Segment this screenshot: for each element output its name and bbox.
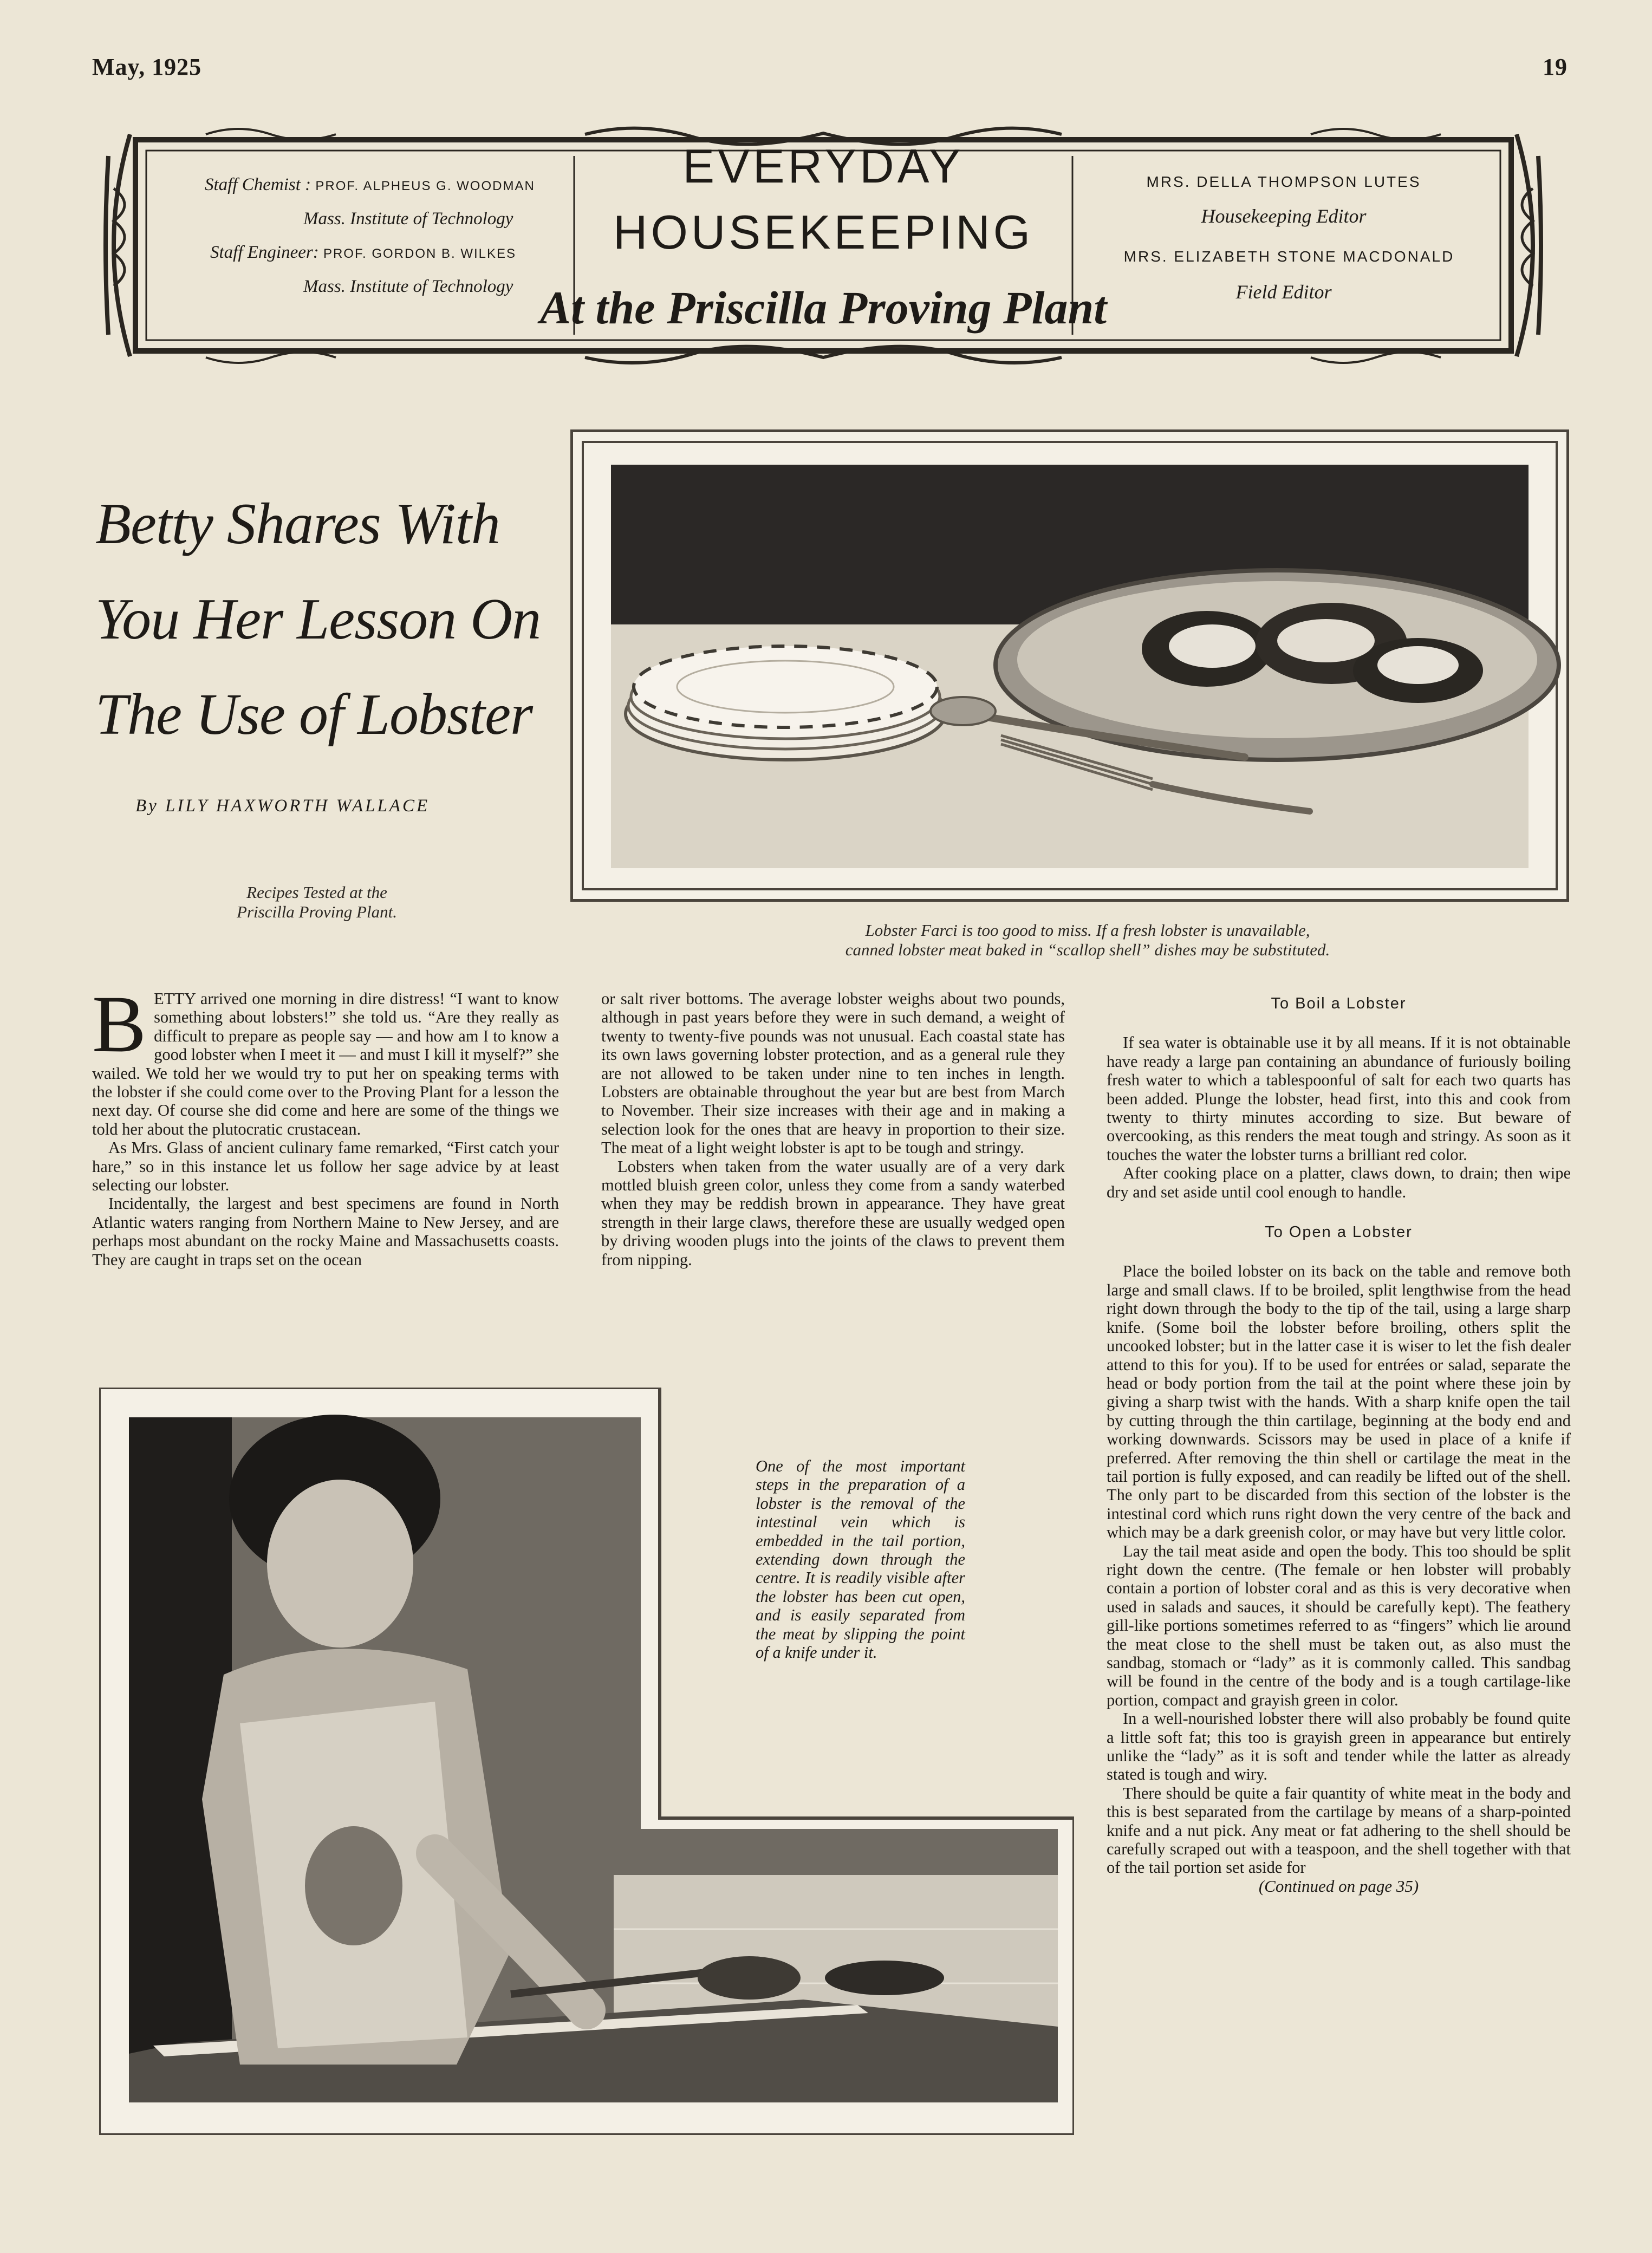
masthead-banner xyxy=(97,123,1549,367)
subhead-boil-lobster: To Boil a Lobster xyxy=(1271,995,1407,1012)
intro-paragraph xyxy=(92,979,560,1138)
field-editor-name: MRS. ELIZABETH STONE MACDONALD xyxy=(1123,248,1455,265)
tested-line1: Recipes Tested at the xyxy=(246,883,387,902)
article-column-1 xyxy=(92,979,560,1269)
housekeeping-editor-role: Housekeeping Editor xyxy=(1201,205,1367,227)
headline-line1: Betty Shares With xyxy=(95,492,500,556)
masthead-title-line1: EVERYDAY xyxy=(682,139,964,193)
drop-cap: B xyxy=(92,979,147,1069)
continued-note: (Continued on page 35) xyxy=(1258,1876,1419,1896)
field-editor-role: Field Editor xyxy=(1235,281,1332,303)
col2-paragraph-2: Lobsters when taken from the water usually are of a very dark mottled bluish green color, unless they come from a sandy waterbed when they may be reddish brown in appearance. They have great strength in their large claws, therefore these are usually wedged open by driving wooden plugs into the joints of the claws to prevent them from nipping. xyxy=(601,1157,1065,1269)
masthead-subtitle: At the Priscilla Proving Plant xyxy=(539,282,1107,334)
boil-paragraph-2: After cooking place on a platter, claws down, to drain; then wipe dry and set aside until cool enough to handle. xyxy=(1107,1164,1571,1201)
open-paragraph-2: Lay the tail meat aside and open the body. This too should be split right down the centre. (The female or hen lobster will probably contain a portion of lobster coral and as this is very decorative when used in salads and sauces, it should be carefully kept). The feathery gill-like portions sometimes referred to as “fingers” which lie around the meat close to the shell must be taken out, as also must the sandbag, stomach or “lady” as it is commonly called. This sandbag will be found in the centre of the body and is a tough cartilage-like portion, compact and grayish green in color. xyxy=(1107,1541,1571,1709)
masthead-title-line2: HOUSEKEEPING xyxy=(613,205,1034,259)
col1-paragraph-3: Incidentally, the largest and best specimens are found in North Atlantic waters ranging from Northern Maine to New Jersey, and are perhaps most abundant on the rocky Maine and Massachusetts coasts. They are caught in traps set on the ocean xyxy=(92,1194,559,1269)
byline: By LILY HAXWORTH WALLACE xyxy=(135,796,430,816)
headline-line2: You Her Lesson On xyxy=(95,587,541,652)
staff-engineer-institution: Mass. Institute of Technology xyxy=(303,277,513,296)
col1-paragraph-2: As Mrs. Glass of ancient culinary fame remarked, “First catch your hare,” so in this instance let us follow her sage advice by at least selecting our lobster. xyxy=(92,1138,559,1195)
article-column-3 xyxy=(1107,991,1571,1896)
article-column-2 xyxy=(601,989,1065,1269)
staff-chemist xyxy=(205,175,535,195)
staff-engineer-name: PROF. GORDON B. WILKES xyxy=(323,246,517,261)
staff-engineer xyxy=(210,243,516,263)
photo1-caption-line1: Lobster Farci is too good to miss. If a fresh lobster is unavailable, xyxy=(865,921,1310,940)
open-paragraph-4: There should be quite a fair quantity of white meat in the body and this is best separated from the cartilage by means of a sharp-pointed knife and a nut pick. Any meat or fat adhering to the shell should be carefully scraped out with a teaspoon, and the shell together with that of the tail portion set aside for xyxy=(1107,1783,1571,1877)
lobster-farci-illustration xyxy=(573,432,1566,899)
staff-chemist-institution: Mass. Institute of Technology xyxy=(303,209,513,229)
staff-chemist-label: Staff Chemist : xyxy=(205,175,311,194)
photo1-caption-line2: canned lobster meat baked in “scallop shell” dishes may be substituted. xyxy=(845,940,1330,959)
col2-paragraph-1: or salt river bottoms. The average lobster weighs about two pounds, although in past years before they were in such demand, a weight of twenty to twenty-five pounds was not unusual. Each coastal state has its own laws governing lobster protection, and as a general rule they are not allowed to be taken under nine to ten inches in length. Lobsters are obtainable throughout the year but are best from March to November. Their size increases with their age and in making a selection look for the ones that are heavy in proportion to their size. The meat of a light weight lobster is apt to be tough and stringy. xyxy=(601,989,1065,1157)
issue-date: May, 1925 xyxy=(92,54,202,80)
lobster-preparation-caption: One of the most important steps in the preparation of a lobster is the removal of the intestinal vein which is embedded in the tail portion, extending down through the centre. It is readily visible after the lobster has been cut open, and is easily separated from the meat by slipping the point of a knife under it. xyxy=(756,1457,965,1662)
page-number: 19 xyxy=(1543,54,1568,80)
headline-line3: The Use of Lobster xyxy=(95,682,533,747)
tested-line2: Priscilla Proving Plant. xyxy=(237,902,397,921)
subhead-open-lobster: To Open a Lobster xyxy=(1265,1223,1413,1241)
staff-chemist-name: PROF. ALPHEUS G. WOODMAN xyxy=(315,179,535,193)
lobster-farci-caption xyxy=(752,921,1423,960)
housekeeping-editor-name: MRS. DELLA THOMPSON LUTES xyxy=(1146,173,1421,190)
lobster-farci-photo xyxy=(570,429,1569,902)
open-paragraph-1: Place the boiled lobster on its back on the table and remove both large and small claws. If to be broiled, split lengthwise from the head right down through the body to the tip of the tail, using a large sharp knife. (Some boil the lobster before broiling, others split the uncooked lobster; but in the latter case it is wiser to let the fish dealer attend to this for you). If to be used for entrées or salad, separate the head or body portion from the tail at the point where these join by giving a sharp twist with the hands. With a sharp knife open the tail by cutting through the thin cartilage, beginning at the body end and working downwards. Scissors may be used in place of a knife if preferred. After removing the thin shell or cartilage the meat in the tail portion is fully exposed, and can readily be lifted out of the shell. The only part to be discarded from this section of the lobster is the intestinal cord which runs right down the very centre of the back and which may be a dark greenish color, or may have but very little color. xyxy=(1107,1262,1571,1542)
intro-text: ETTY arrived one morning in dire distress! “I want to know something about lobsters!” she told us. “Are they really as difficult to prepare as people say — and how am I to know a good lobster when I meet it — and must I kill it myself?” she wailed. We told her we would try to put her on speaking terms with the lobster if she could come over to the Proving Plant for a lesson the next day. Of course she did come and here are some of the things we told her about the plutocratic crustacean. xyxy=(92,989,560,1138)
open-paragraph-3: In a well-nourished lobster there will also probably be found quite a little soft fat; this too is grayish green in appearance but entirely unlike the “lady” as it is soft and tender while the latter as already stated is tough and wiry. xyxy=(1107,1709,1571,1784)
article-headline xyxy=(95,477,550,763)
recipes-tested-note xyxy=(209,883,425,922)
staff-engineer-label: Staff Engineer: xyxy=(210,243,319,262)
boil-paragraph-1: If sea water is obtainable use it by all means. If it is not obtainable have ready a large pan containing an abundance of furiously boiling fresh water to which a tablespoonful of salt for each two quarts has been added. Plunge the lobster, head first, into this and cook from twenty to thirty minutes according to size. But beware of overcooking, as this renders the meat tough and stringy. As soon as it touches the water the lobster turns a brilliant red color. xyxy=(1107,1033,1571,1164)
